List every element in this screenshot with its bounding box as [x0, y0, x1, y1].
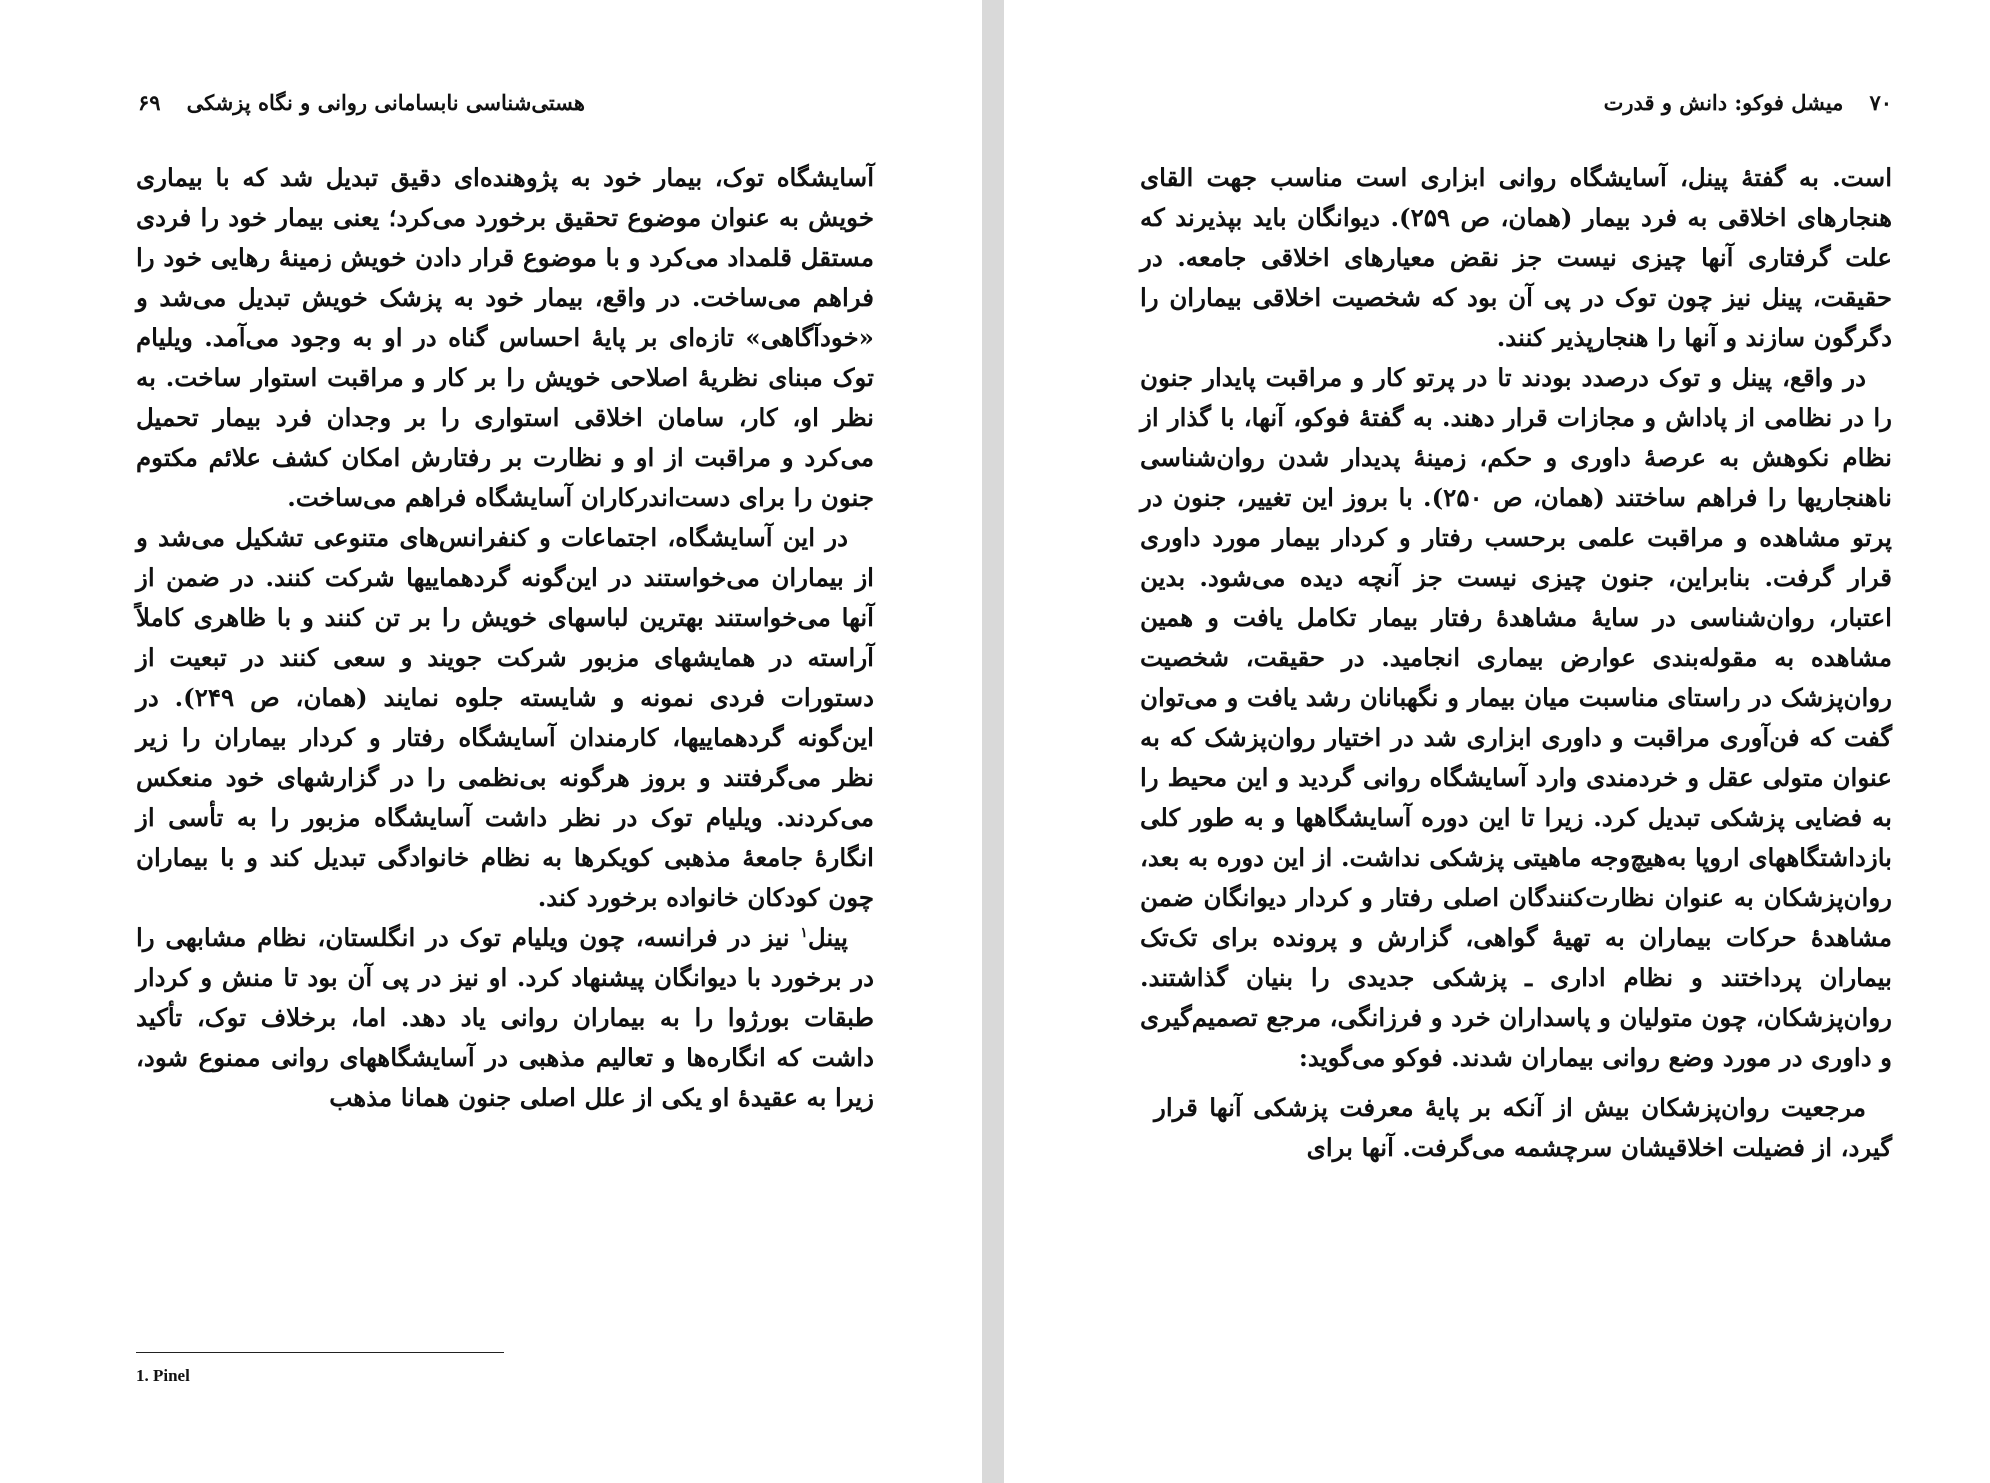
pinel-word: پینل	[807, 923, 848, 952]
left-running-title: هستی‌شناسی نابسامانی روانی و نگاه پزشکی	[186, 90, 585, 115]
left-paragraph-3-text: نیز در فرانسه، چون ویلیام توک در انگلستان، نظام مشابهی را در برخورد با دیوانگان پیشنهاد کرد. او نیز در پی آن بود تا منش و کردار طبقات بورژوا را به بیماران روانی یاد دهد. اما، برخلاف توک، تأکید داشت که انگاره‌ها و تعالیم مذهبی در آسایشگاههای روانی ممنوع شود، زیرا به عقیدهٔ او یکی از علل اصلی جنون همانا مذهب	[136, 923, 874, 1112]
left-body-text	[136, 158, 874, 1118]
footnote-reference: ۱	[800, 924, 808, 941]
right-paragraph-2: در واقع، پینل و توک درصدد بودند تا در پرتو کار و مراقبت پایدار جنون را در نظامی از پاداش و مجازات قرار دهند. به گفتهٔ فوکو، آنها، با گذار از نظام نکوهش به عرصهٔ داوری و حکم، زمینهٔ پدیدار شدن روان‌شناسی ناهنجاریها را فراهم ساختند (همان، ص ۲۵۰). با بروز این تغییر، جنون در پرتو مشاهده و مراقبت علمی برحسب رفتار و کردار بیمار مورد داوری قرار گرفت. بنابراین، جنون چیزی نیست جز آنچه دیده می‌شود. بدین اعتبار، روان‌شناسی در سایهٔ مشاهدهٔ رفتار بیمار تکامل یافت و همین مشاهده به مقوله‌بندی عوارض بیماری انجامید. در حقیقت، شخصیت روان‌پزشک در راستای مناسبت میان بیمار و نگهبانان رشد یافت و می‌توان گفت که فن‌آوری مراقبت و داوری ابزاری شد در اختیار روان‌پزشک که به عنوان متولی عقل و خردمندی وارد آسایشگاه روانی گردید و این محیط را به فضایی پزشکی تبدیل کرد. زیرا تا این دوره آسایشگاهها و به طور کلی بازداشتگاههای اروپا به‌هیچ‌وجه ماهیتی پزشکی نداشت. از این دوره به بعد، روان‌پزشکان به عنوان نظارت‌کنندگان اصلی رفتار و کردار دیوانگان ضمن مشاهدهٔ حرکات بیماران به تهیهٔ گواهی، گزارش و پرونده برای تک‌تک بیماران پرداختند و نظام اداری ـ پزشکی جدیدی را بنیان گذاشتند. روان‌پزشکان، چون متولیان و پاسداران خرد و فرزانگی، مرجع تصمیم‌گیری و داوری در مورد وضع روانی بیماران شدند. فوکو می‌گوید:	[1140, 363, 1892, 1072]
right-paragraph-1: است. به گفتهٔ پینل، آسایشگاه روانی ابزاری است مناسب جهت القای هنجارهای اخلاقی به فرد بیمار (همان، ص ۲۵۹). دیوانگان باید بپذیرند که علت گرفتاری آنها چیزی نیست جز نقض معیارهای اخلاقی جامعه. در حقیقت، پینل نیز چون توک در پی آن بود که شخصیت اخلاقی بیماران را دگرگون سازند و آنها را هنجارپذیر کنند.	[1140, 163, 1892, 352]
footnote-divider	[136, 1352, 504, 1353]
footnote: 1. Pinel	[136, 1366, 190, 1385]
left-paragraph-1: آسایشگاه توک، بیمار خود به پژوهنده‌ای دقیق تبدیل شد که با بیماری خویش به عنوان موضوع تحقیق برخورد می‌کرد؛ یعنی بیمار خود را فردی مستقل قلمداد می‌کرد و با موضوع قرار دادن خویش زمینهٔ رهایی خود را فراهم می‌ساخت. در واقع، بیمار خود به پزشک خویش تبدیل می‌شد و «خودآگاهی» تازه‌ای بر پایهٔ احساس گناه در او به وجود می‌آمد. ویلیام توک مبنای نظریهٔ اصلاحی خویش را بر کار و مراقبت استوار ساخت. به نظر او، کار، سامان اخلاقی استواری را بر وجدان فرد بیمار تحمیل می‌کرد و مراقبت از او و نظارت بر رفتارش امکان کشف علائم مکتوم جنون را برای دست‌اندرکاران آسایشگاه فراهم می‌ساخت.	[136, 163, 874, 512]
right-body-text	[1140, 158, 1892, 1168]
left-paragraph-2: در این آسایشگاه، اجتماعات و کنفرانس‌های متنوعی تشکیل می‌شد و از بیماران می‌خواستند در این‌گونه گردهماییها شرکت کنند. در ضمن از آنها می‌خواستند بهترین لباسهای خویش را بر تن کنند و با ظاهری کاملاً آراسته در همایشهای مزبور شرکت جویند و سعی کنند در تبعیت از دستورات فردی نمونه و شایسته جلوه نمایند (همان، ص ۲۴۹). در این‌گونه گردهماییها، کارمندان آسایشگاه رفتار و کردار بیماران را زیر نظر می‌گرفتند و بروز هرگونه بی‌نظمی را در گزارشهای خود منعکس می‌کردند. ویلیام توک در نظر داشت آسایشگاه مزبور را به تأسی از انگارهٔ جامعهٔ مذهبی کویکرها به نظام خانوادگی تبدیل کند و با بیماران چون کودکان خانواده برخورد کند.	[136, 523, 874, 912]
left-paragraph-3	[136, 918, 874, 1118]
block-quote: مرجعیت روان‌پزشکان بیش از آنکه بر پایهٔ معرفت پزشکی آنها قرار گیرد، از فضیلت اخلاقیشان سرچشمه می‌گرفت. آنها برای	[1154, 1093, 1892, 1162]
left-running-head	[138, 88, 873, 118]
right-running-title: میشل فوکو: دانش و قدرت	[1603, 90, 1844, 115]
left-page-number: ۶۹	[138, 90, 161, 115]
right-running-head	[1140, 88, 1892, 118]
left-page	[0, 0, 982, 1483]
right-page-number: ۷۰	[1869, 90, 1892, 115]
right-page	[1004, 0, 1990, 1483]
